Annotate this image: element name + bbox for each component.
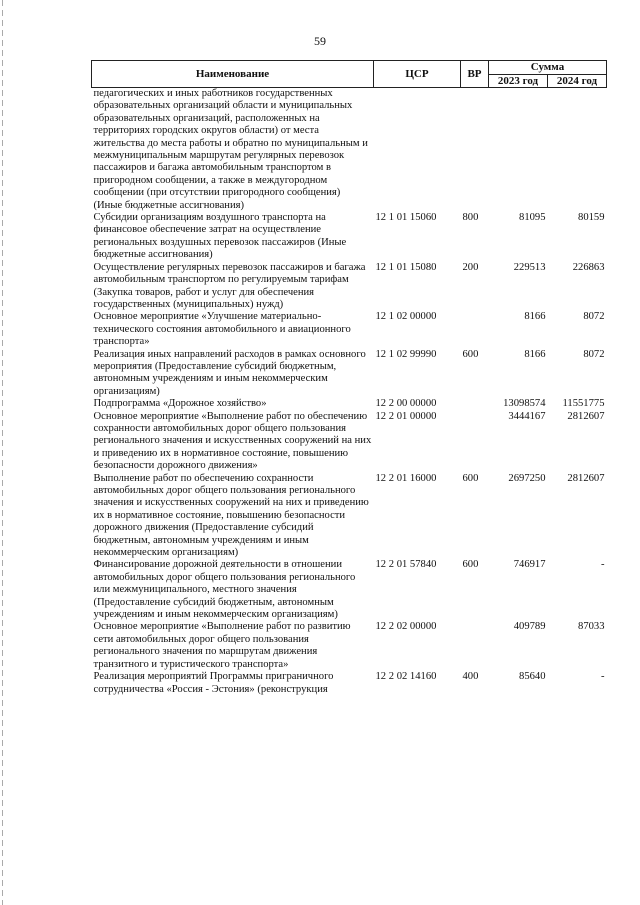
scan-left-edge xyxy=(2,0,3,905)
header-vr: ВР xyxy=(461,61,489,88)
row-name: Субсидии организациям воздушного транспорта на финансовое обеспечение затрат на осуществление региональных воздушных перевозок пассажиров (Иные бюджетные ассигнования) xyxy=(93,212,347,261)
row-sum-2023: 229513 xyxy=(513,261,546,273)
row-vr: 200 xyxy=(462,261,479,273)
table-header xyxy=(92,61,607,88)
row-vr xyxy=(461,88,489,213)
row-sum-2024: 226863 xyxy=(572,261,605,273)
row-sum-2023: 8166 xyxy=(524,348,546,360)
row-name: Основное мероприятие «Выполнение работ по обеспечению сохранности автомобильных дорог общего пользования регионального значения и искусственных сооружений на них и приведению их в нормативное состояние, повышению безопасности дорожного движения» xyxy=(93,410,372,472)
row-name: Осуществление регулярных перевозок пассажиров и багажа автомобильным транспортом по регулируемым тарифам (Закупка товаров, работ и услуг для обеспечения государственных (муниципальных) нужд) xyxy=(93,261,366,310)
row-sum-2024: - xyxy=(600,671,605,683)
row-name: Реализация иных направлений расходов в рамках основного мероприятия (Предоставление субсидий бюджетным, автономным учреждениям и иным некоммерческим организациям) xyxy=(93,348,366,397)
table-row xyxy=(92,473,607,560)
row-name: Реализация мероприятий Программы приграничного сотрудничества «Россия - Эстония» (реконструкция xyxy=(93,671,334,695)
row-sum-2023: 85640 xyxy=(519,671,546,683)
row-sum-2023: 81095 xyxy=(519,212,546,224)
table-row xyxy=(92,212,607,262)
row-csr: 12 2 02 00000 xyxy=(375,621,437,633)
table-row xyxy=(92,311,607,348)
table-body xyxy=(92,88,607,696)
row-vr xyxy=(461,411,489,473)
row-sum-2023: 13098574 xyxy=(503,398,546,410)
row-vr: 600 xyxy=(462,348,479,360)
row-sum-2023: 409789 xyxy=(513,621,546,633)
row-sum-2023: 746917 xyxy=(513,559,546,571)
table-row xyxy=(92,559,607,621)
row-vr xyxy=(461,398,489,410)
row-sum-2023: 8166 xyxy=(524,311,546,323)
row-sum-2024 xyxy=(548,88,607,213)
header-sum: Сумма xyxy=(489,61,607,75)
row-sum-2023 xyxy=(489,88,548,213)
row-csr: 12 1 02 99990 xyxy=(375,348,437,360)
header-name: Наименование xyxy=(92,61,374,88)
table-row xyxy=(92,671,607,696)
table-row xyxy=(92,262,607,312)
table-row xyxy=(92,621,607,671)
row-name: Основное мероприятие «Улучшение материально-технического состояния автомобильного и авиационного транспорта» xyxy=(93,311,351,348)
row-csr: 12 2 01 16000 xyxy=(375,472,437,484)
header-year-2024: 2024 год xyxy=(548,74,607,88)
row-vr: 600 xyxy=(462,472,479,484)
row-sum-2024: 8072 xyxy=(583,348,605,360)
row-sum-2023: 3444167 xyxy=(508,410,546,422)
row-sum-2024: - xyxy=(600,559,605,571)
row-csr: 12 1 01 15080 xyxy=(375,261,437,273)
table-row xyxy=(92,349,607,399)
row-vr: 400 xyxy=(462,671,479,683)
row-csr: 12 2 01 00000 xyxy=(375,410,437,422)
row-csr: 12 2 01 57840 xyxy=(375,559,437,571)
row-name: педагогических и иных работников государственных образовательных организаций области и муниципальных образовательных организаций, расположенных на территориях городских округов области) от места жительства до места работы и обратно по муниципальным и межмуниципальным маршрутам регулярных перевозок пассажиров и багажа автомобильным транспортом в пригородном сообщении, а также в междугородном сообщении (при отсутствии пригородного сообщения) (Иные бюджетные ассигнования) xyxy=(93,88,368,211)
table-row xyxy=(92,398,607,410)
row-sum-2024: 2812607 xyxy=(567,410,605,422)
row-csr: 12 1 02 00000 xyxy=(375,311,437,323)
row-name: Финансирование дорожной деятельности в отношении автомобильных дорог общего пользования регионального или межмуниципального, местного значения (Предоставление субсидий бюджетным, автономным учреждениям и иным некоммерческим организациям) xyxy=(93,559,356,621)
row-sum-2024: 2812607 xyxy=(567,472,605,484)
row-vr: 800 xyxy=(462,212,479,224)
budget-table xyxy=(91,60,607,696)
row-vr xyxy=(461,621,489,671)
header-year-2023: 2023 год xyxy=(489,74,548,88)
header-csr: ЦСР xyxy=(374,61,461,88)
row-name: Выполнение работ по обеспечению сохранности автомобильных дорог общего пользования регионального значения и искусственных сооружений на них и приведению их в нормативное состояние, повышению безопасности дорожного движения (Предоставление субсидий бюджетным, автономным учреждениям и иным некоммерческим организациям) xyxy=(93,472,369,559)
row-sum-2024: 8072 xyxy=(583,311,605,323)
page-number: 59 xyxy=(314,34,326,48)
row-sum-2024: 87033 xyxy=(578,621,605,633)
row-vr: 600 xyxy=(462,559,479,571)
row-name: Подпрограмма «Дорожное хозяйство» xyxy=(93,398,267,410)
row-csr: 12 2 00 00000 xyxy=(375,398,437,410)
row-vr xyxy=(461,311,489,348)
row-sum-2023: 2697250 xyxy=(508,472,546,484)
row-name: Основное мероприятие «Выполнение работ по развитию сети автомобильных дорог общего пользования регионального значения по маршрутам движения транзитного и туристического транспорта» xyxy=(93,621,351,670)
row-csr: 12 2 02 14160 xyxy=(375,671,437,683)
row-csr xyxy=(374,88,461,213)
row-sum-2024: 80159 xyxy=(578,212,605,224)
table-row xyxy=(92,88,607,213)
table-row xyxy=(92,411,607,473)
row-sum-2024: 11551775 xyxy=(562,398,605,410)
row-csr: 12 1 01 15060 xyxy=(375,212,437,224)
